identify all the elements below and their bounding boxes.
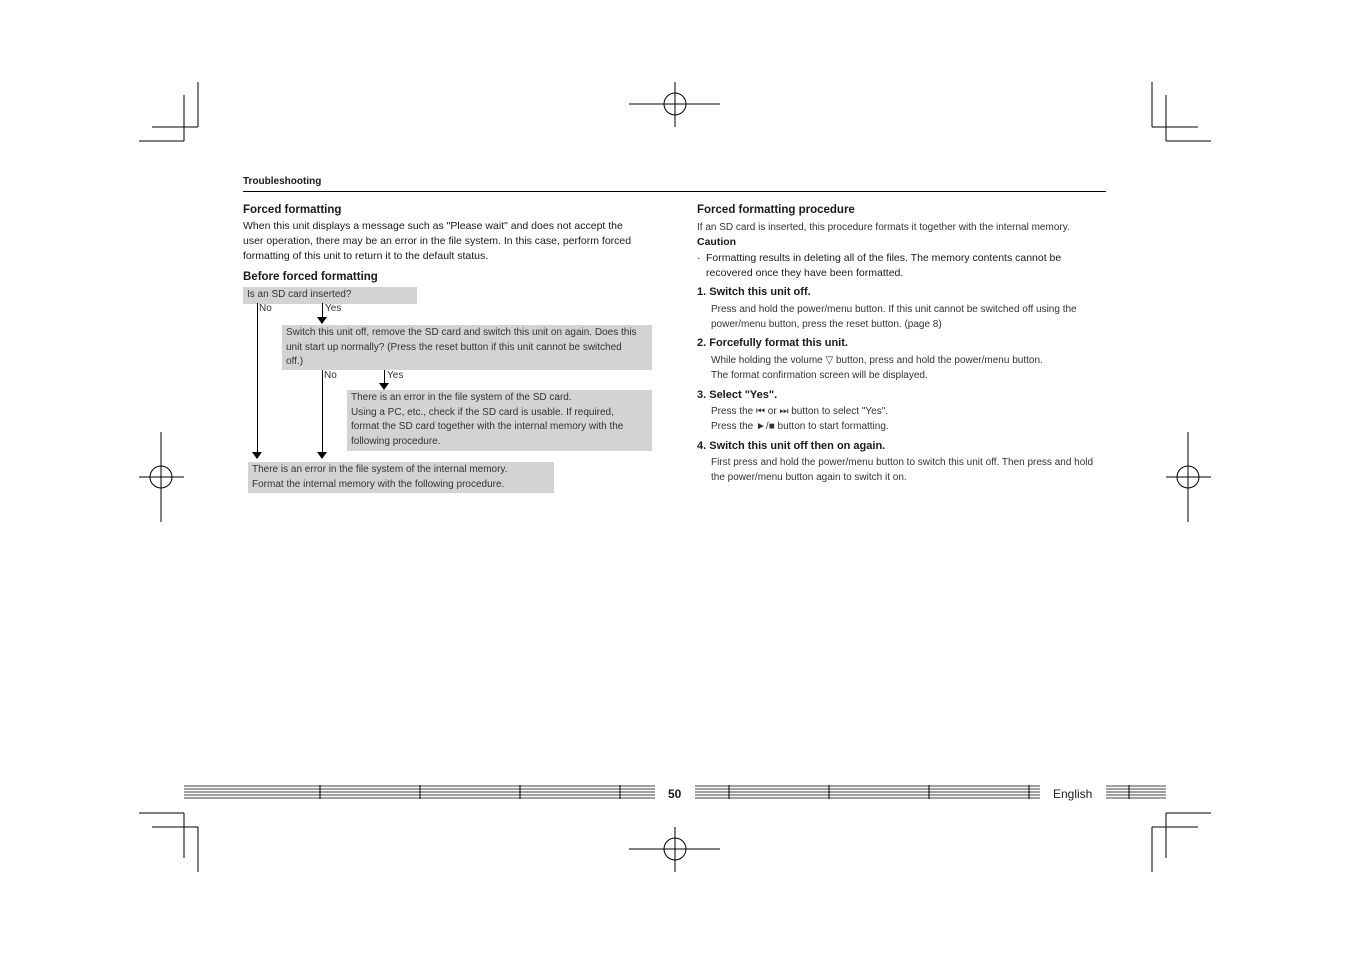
step-line: Press the ►/■ button to start formatting. xyxy=(711,421,889,432)
procedure-intro: If an SD card is inserted, this procedure formats it together with the internal memory. xyxy=(697,222,1070,233)
section-header: Troubleshooting xyxy=(243,176,322,187)
flow-label-yes: Yes xyxy=(325,303,342,314)
step-line: First press and hold the power/menu button to switch this unit off. Then press and hold xyxy=(711,457,1094,468)
box-line: off.) xyxy=(286,356,304,367)
page-number: 50 xyxy=(668,787,682,801)
header-rule xyxy=(243,191,1106,192)
step-line: the power/menu button again to switch it on. xyxy=(711,472,907,483)
step-line: Press and hold the power/menu button. If this unit cannot be switched off using the xyxy=(711,304,1077,315)
box-line: Format the internal memory with the following procedure. xyxy=(252,478,505,490)
arrow-down-icon xyxy=(317,452,327,459)
caution-label: Caution xyxy=(697,236,737,248)
box-line: unit start up normally? (Press the reset button if this unit cannot be switched xyxy=(286,341,622,353)
forced-formatting-title: Forced formatting xyxy=(243,204,342,216)
box-line: format the SD card together with the internal memory with the xyxy=(351,421,624,432)
flow-result-sd-error xyxy=(347,390,652,451)
step-3-text xyxy=(711,404,889,434)
step-line: The format confirmation screen will be displayed. xyxy=(711,370,928,381)
box-line: Switch this unit off, remove the SD card and switch this unit on again. Does this xyxy=(286,327,637,338)
box-line: There is an error in the file system of the SD card. xyxy=(351,392,572,403)
step-4-text xyxy=(711,455,1093,485)
step-line: While holding the volume ▽ button, press and hold the power/menu button. xyxy=(711,355,1043,366)
body-line: user operation, there may be an error in the file system. In this case, perform forced xyxy=(243,235,632,247)
flow-label-yes: Yes xyxy=(387,370,404,381)
step-line: Press the ⏮ or ⏭ button to select "Yes". xyxy=(711,406,889,417)
flow-line-yes-1 xyxy=(322,303,323,318)
arrow-down-icon xyxy=(252,452,262,459)
procedure-title: Forced formatting procedure xyxy=(697,204,855,216)
before-forced-formatting-title: Before forced formatting xyxy=(243,271,378,283)
step-1-title: 1. Switch this unit off. xyxy=(697,286,811,298)
step-3-title: 3. Select "Yes". xyxy=(697,389,778,401)
flow-question-restart xyxy=(282,325,652,370)
step-4-title: 4. Switch this unit off then on again. xyxy=(697,440,886,452)
arrow-down-icon xyxy=(317,317,327,324)
step-2-text xyxy=(711,353,1043,383)
forced-formatting-body xyxy=(243,219,631,264)
body-line: When this unit displays a message such as "Please wait" and does not accept the xyxy=(243,220,623,232)
step-2-title: 2. Forcefully format this unit. xyxy=(697,337,848,349)
flow-label-no: No xyxy=(259,303,272,314)
flow-line-yes-2 xyxy=(384,370,385,384)
flow-result-internal-error xyxy=(248,462,554,493)
body-line: formatting of this unit to return it to the default status. xyxy=(243,250,489,262)
flow-line-no-2 xyxy=(322,370,323,453)
box-line: There is an error in the file system of the internal memory. xyxy=(252,464,508,475)
flow-line-no-1 xyxy=(257,303,258,453)
box-line: following procedure. xyxy=(351,435,441,447)
flow-question-sd-inserted: Is an SD card inserted? xyxy=(243,287,417,304)
step-line: power/menu button, press the reset button. (page 8) xyxy=(711,319,942,330)
step-1-text xyxy=(711,302,1077,332)
caution-text xyxy=(706,251,1061,281)
caution-line: Formatting results in deleting all of the files. The memory contents cannot be xyxy=(706,252,1062,264)
flow-label-no: No xyxy=(324,370,337,381)
caution-line: recovered once they have been formatted. xyxy=(706,267,904,279)
footer-language: English xyxy=(1053,787,1093,801)
arrow-down-icon xyxy=(379,383,389,390)
box-line: Using a PC, etc., check if the SD card is usable. If required, xyxy=(351,406,614,418)
caution-bullet: · xyxy=(697,252,701,264)
